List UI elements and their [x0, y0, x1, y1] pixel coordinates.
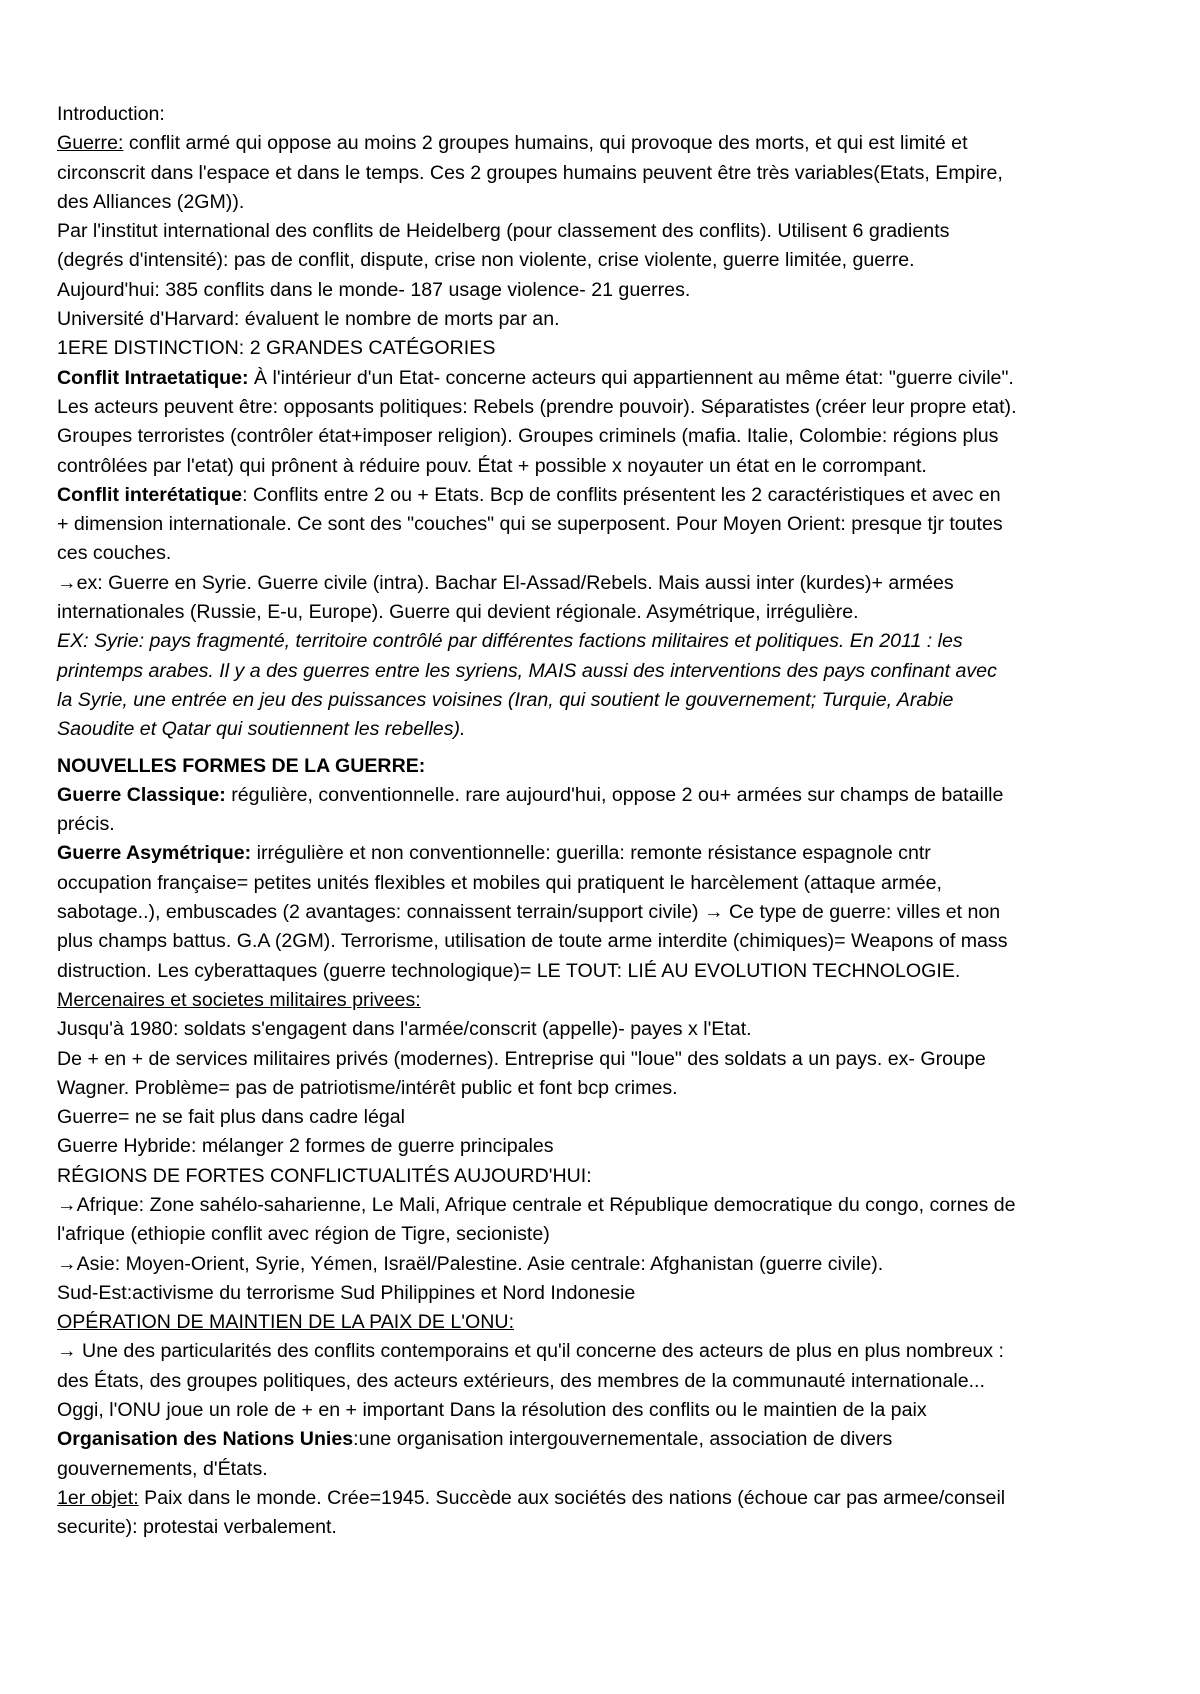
onu-objet-line [57, 1484, 1157, 1513]
inter-line: ces couches. [57, 542, 172, 565]
asymmetric-war-line: sabotage..), embuscades (2 avantages: connaissent terrain/support civile) → Ce type de guerre: villes et non [57, 901, 1001, 924]
classic-war-term: Guerre Classique: [57, 783, 226, 806]
asymmetric-war-text: irrégulière et non conventionnelle: guerilla: remonte résistance espagnole cntr [251, 842, 931, 865]
africa-line: l'afrique (ethiopie conflit avec région de Tigre, secioniste) [57, 1223, 550, 1246]
mercenaries-heading: Mercenaires et societes militaires privees: [57, 988, 421, 1011]
intra-text: À l'intérieur d'un Etat- concerne acteurs qui appartiennent au même état: "guerre civile". [248, 366, 1014, 389]
onu-objet-term: 1er objet: [57, 1486, 139, 1509]
distinction-heading: 1ERE DISTINCTION: 2 GRANDES CATÉGORIES [57, 337, 496, 360]
africa-line: →Afrique: Zone sahélo-saharienne, Le Mali, Afrique centrale et République democratique du congo, cornes de [57, 1193, 1016, 1216]
mercenaries-line: Jusqu'à 1980: soldats s'engagent dans l'armée/conscrit (appelle)- payes x l'Etat. [57, 1018, 752, 1041]
intra-line: Groupes terroristes (contrôler état+imposer religion). Groupes criminels (mafia. Italie, Colombie: régions plus [57, 425, 999, 448]
guerre-definition-line [57, 129, 1157, 158]
syria-example-line: →ex: Guerre en Syrie. Guerre civile (intra). Bachar El-Assad/Rebels. Mais aussi inter (kurdes)+ armées [57, 571, 954, 594]
intra-term: Conflit Intraetatique: [57, 366, 249, 389]
syria-example-line: internationales (Russie, E-u, Europe). Guerre qui devient régionale. Asymétrique, irrégulière. [57, 601, 859, 624]
classic-war-text: régulière, conventionnelle. rare aujourd'hui, oppose 2 ou+ armées sur champs de bataille [225, 783, 1004, 806]
heidelberg-line: Par l'institut international des conflits de Heidelberg (pour classement des conflits). Utilisent 6 gradients [57, 220, 950, 243]
guerre-definition-line: des Alliances (2GM)). [57, 190, 245, 213]
regions-heading: RÉGIONS DE FORTES CONFLICTUALITÉS AUJOURD'HUI: [57, 1164, 592, 1187]
onu-organisation-line: gouvernements, d'États. [57, 1457, 268, 1480]
today-stats-line: Aujourd'hui: 385 conflits dans le monde- 187 usage violence- 21 guerres. [57, 278, 691, 301]
inter-line: + dimension internationale. Ce sont des "couches" qui se superposent. Pour Moyen Orient: presque tjr toutes [57, 513, 1003, 536]
harvard-line: Université d'Harvard: évaluent le nombre de morts par an. [57, 308, 560, 331]
mercenaries-line: Guerre= ne se fait plus dans cadre légal [57, 1106, 405, 1129]
asymmetric-war-line: distruction. Les cyberattaques (guerre technologique)= LE TOUT: LIÉ AU EVOLUTION TECHNOLOGIE. [57, 959, 961, 982]
heidelberg-line: (degrés d'intensité): pas de conflit, dispute, crise non violente, crise violente, guerre limitée, guerre. [57, 249, 915, 272]
document-page [57, 100, 1157, 1543]
guerre-definition-line: circonscrit dans l'espace et dans le temps. Ces 2 groupes humains peuvent être très variables(Etats, Empire, [57, 161, 1003, 184]
mercenaries-line: Wagner. Problème= pas de patriotisme/intérêt public et font bcp crimes. [57, 1076, 678, 1099]
syria-italic-line: Saoudite et Qatar qui soutiennent les rebelles). [57, 718, 466, 741]
intro-title: Introduction: [57, 103, 165, 125]
hybrid-war-line: Guerre Hybride: mélanger 2 formes de guerre principales [57, 1135, 554, 1158]
onu-organisation-text: :une organisation intergouvernementale, association de divers [353, 1428, 893, 1451]
intra-line: contrôlées par l'etat) qui prônent à réduire pouv. État + possible x noyauter un état en le corrompant. [57, 454, 927, 477]
onu-objet-line: securite): protestai verbalement. [57, 1516, 337, 1539]
asia-line: →Asie: Moyen-Orient, Syrie, Yémen, Israël/Palestine. Asie centrale: Afghanistan (guerre civile). [57, 1252, 884, 1275]
inter-term: Conflit interétatique [57, 483, 243, 506]
classic-war-line: précis. [57, 813, 115, 836]
guerre-definition-text: conflit armé qui oppose au moins 2 groupes humains, qui provoque des morts, et qui est limité et [123, 132, 968, 155]
asymmetric-war-line [57, 839, 1157, 868]
asymmetric-war-term: Guerre Asymétrique: [57, 842, 252, 865]
onu-objet-text: Paix dans le monde. Crée=1945. Succède aux sociétés des nations (échoue car pas armee/conseil [138, 1486, 1006, 1509]
inter-line [57, 481, 1157, 510]
onu-heading: OPÉRATION DE MAINTIEN DE LA PAIX DE L'ONU: [57, 1311, 515, 1334]
mercenaries-line: De + en + de services militaires privés (modernes). Entreprise qui "loue" des soldats a un pays. ex- Groupe [57, 1047, 986, 1070]
classic-war-line [57, 781, 1157, 810]
syria-italic-line: printemps arabes. Il y a des guerres entre les syriens, MAIS aussi des interventions des pays confinant avec [57, 659, 997, 682]
onu-organisation-term: Organisation des Nations Unies [57, 1428, 354, 1451]
syria-italic-line: la Syrie, une entrée en jeu des puissances voisines (Iran, qui soutient le gouvernement; Turquie, Arabie [57, 688, 954, 711]
guerre-term: Guerre: [57, 132, 124, 155]
syria-italic-line: EX: Syrie: pays fragmenté, territoire contrôlé par différentes factions militaires et politiques. En 2011 : les [57, 630, 963, 653]
onu-line: des États, des groupes politiques, des acteurs extérieurs, des membres de la communauté internationale... [57, 1369, 985, 1392]
intra-line: Les acteurs peuvent être: opposants politiques: Rebels (prendre pouvoir). Séparatistes (créer leur propre etat). [57, 395, 1017, 418]
onu-organisation-line [57, 1425, 1157, 1454]
intra-line [57, 364, 1157, 393]
inter-text: : Conflits entre 2 ou + Etats. Bcp de conflits présentent les 2 caractéristiques et avec en [242, 483, 1001, 506]
asymmetric-war-line: occupation française= petites unités flexibles et mobiles qui pratiquent le harcèlement (attaque armée, [57, 871, 942, 894]
onu-line: Oggi, l'ONU joue un role de + en + important Dans la résolution des conflits ou le maintien de la paix [57, 1399, 927, 1422]
southeast-line: Sud-Est:activisme du terrorisme Sud Philippines et Nord Indonesie [57, 1281, 636, 1304]
asymmetric-war-line: plus champs battus. G.A (2GM). Terrorisme, utilisation de toute arme interdite (chimiques)= Weapons of mass [57, 930, 1008, 953]
onu-line: → Une des particularités des conflits contemporains et qu'il concerne des acteurs de plus en plus nombreux : [57, 1340, 1004, 1363]
new-forms-heading: NOUVELLES FORMES DE LA GUERRE: [57, 754, 426, 777]
